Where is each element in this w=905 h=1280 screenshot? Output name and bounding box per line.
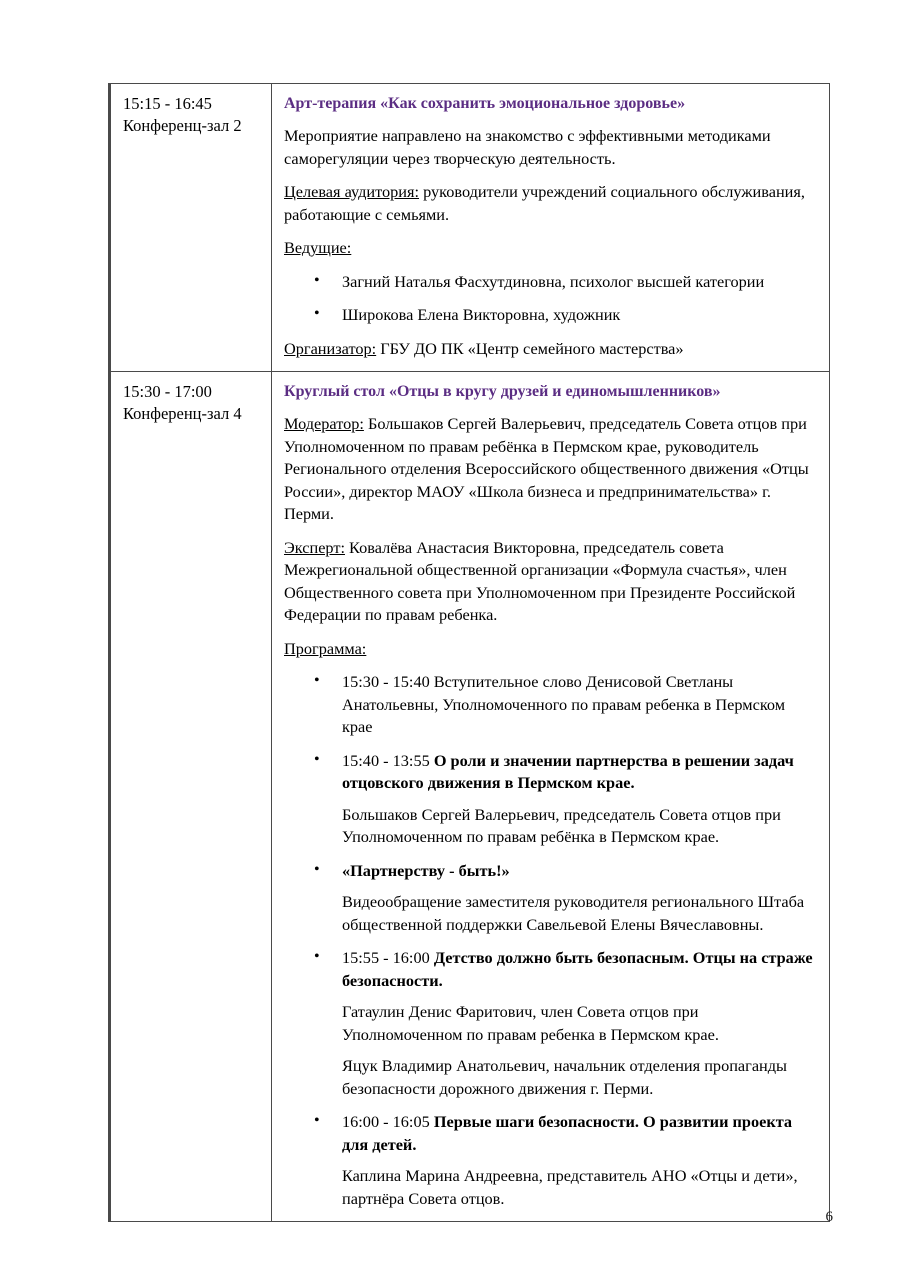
- program-item-title: Первые шаги безопасности. О развитии проекта для детей.: [342, 1112, 793, 1154]
- page-number: 6: [825, 1209, 833, 1225]
- hosts-label-line: [284, 237, 816, 260]
- event-cell: [272, 372, 830, 1222]
- program-item-time: 15:55 - 16:00: [342, 948, 434, 967]
- event-room: Конференц-зал 4: [123, 404, 242, 423]
- program-item-speaker: Большаков Сергей Валерьевич, председатель Совета отцов при Уполномоченном по правам ребёнка в Пермском крае.: [342, 804, 781, 846]
- program-list: [284, 671, 816, 1210]
- program-item-title: О роли и значении партнерства в решении задач отцовского движения в Пермском крае.: [342, 750, 794, 792]
- table-row: [110, 372, 830, 1222]
- expert: [284, 537, 816, 627]
- event-title: Круглый стол «Отцы в кругу друзей и единомышленников»: [284, 383, 721, 400]
- list-item: [284, 671, 816, 739]
- event-room: Конференц-зал 2: [123, 116, 242, 135]
- organizer: [284, 338, 816, 361]
- event-time: 15:30 - 17:00: [123, 382, 212, 401]
- program-item-speaker: Каплина Марина Андреевна, представитель АНО «Отцы и дети», партнёра Совета отцов.: [342, 1166, 798, 1208]
- expert-label: Эксперт:: [284, 537, 345, 557]
- hosts-list: [284, 271, 816, 327]
- expert-text: Ковалёва Анастасия Викторовна, председатель совета Межрегиональной общественной организации «Формула счастья», член Общественного совета при Уполномоченном при Президенте Российской Федерации по правам ребенка.: [284, 537, 796, 624]
- program-item-title: Детство должно быть безопасным. Отцы на страже безопасности.: [342, 948, 813, 990]
- program-item-speaker: Видеообращение заместителя руководителя регионального Штаба общественной поддержки Савельевой Елены Вячеславовны.: [342, 892, 805, 934]
- organizer-text: ГБУ ДО ПК «Центр семейного мастерства»: [376, 338, 684, 358]
- program-item-speaker-secondary: Яцук Владимир Анатольевич, начальник отделения пропаганды безопасности дорожного движения г. Перми.: [342, 1056, 787, 1098]
- program-item-title: «Партнерству - быть!»: [342, 860, 510, 880]
- program-item-time: 16:00 - 16:05: [342, 1112, 434, 1131]
- program-item-speaker: Гатаулин Денис Фаритович, член Совета отцов при Уполномоченном по правам ребенка в Пермском крае.: [342, 1002, 719, 1044]
- event-title: Арт-терапия «Как сохранить эмоциональное здоровье»: [284, 95, 686, 112]
- moderator-label: Модератор:: [284, 414, 364, 433]
- schedule-table: [108, 83, 830, 1222]
- event-time: 15:15 - 16:45: [123, 94, 212, 113]
- target-audience: [284, 181, 816, 226]
- program-label: Программа:: [284, 638, 367, 658]
- hosts-label: Ведущие:: [284, 238, 352, 257]
- list-item: [284, 860, 816, 937]
- list-item: [284, 304, 816, 327]
- program-label-line: [284, 638, 816, 661]
- table-row: [110, 84, 830, 372]
- target-audience-text: руководители учреждений социального обслуживания, работающие с семьями.: [284, 182, 805, 224]
- program-item-text: 15:30 - 15:40 Вступительное слово Денисовой Светланы Анатольевны, Уполномоченного по правам ребенка в Пермском крае: [342, 672, 786, 736]
- event-cell: [272, 84, 830, 372]
- time-cell: [110, 84, 272, 372]
- organizer-label: Организатор:: [284, 338, 377, 358]
- target-audience-label: Целевая аудитория:: [284, 182, 420, 201]
- event-description: Мероприятие направлено на знакомство с эффективными методиками саморегуляции через творческую деятельность.: [284, 126, 771, 168]
- list-item: [284, 271, 816, 294]
- moderator: [284, 413, 816, 526]
- list-item: [284, 750, 816, 849]
- time-cell: [110, 372, 272, 1222]
- host-name: Загний Наталья Фасхутдиновна, психолог высшей категории: [342, 271, 765, 291]
- list-item: [284, 947, 816, 1100]
- program-item-time: 15:40 - 13:55: [342, 750, 434, 770]
- moderator-text: Большаков Сергей Валерьевич, председатель Совета отцов при Уполномоченном по правам ребёнка в Пермском крае, руководитель Регионального отделения Всероссийского общественного движения «Отцы России», директор МАОУ «Школа бизнеса и предпринимательства» г. Перми.: [284, 414, 809, 523]
- host-name: Широкова Елена Викторовна, художник: [342, 305, 621, 324]
- list-item: [284, 1111, 816, 1210]
